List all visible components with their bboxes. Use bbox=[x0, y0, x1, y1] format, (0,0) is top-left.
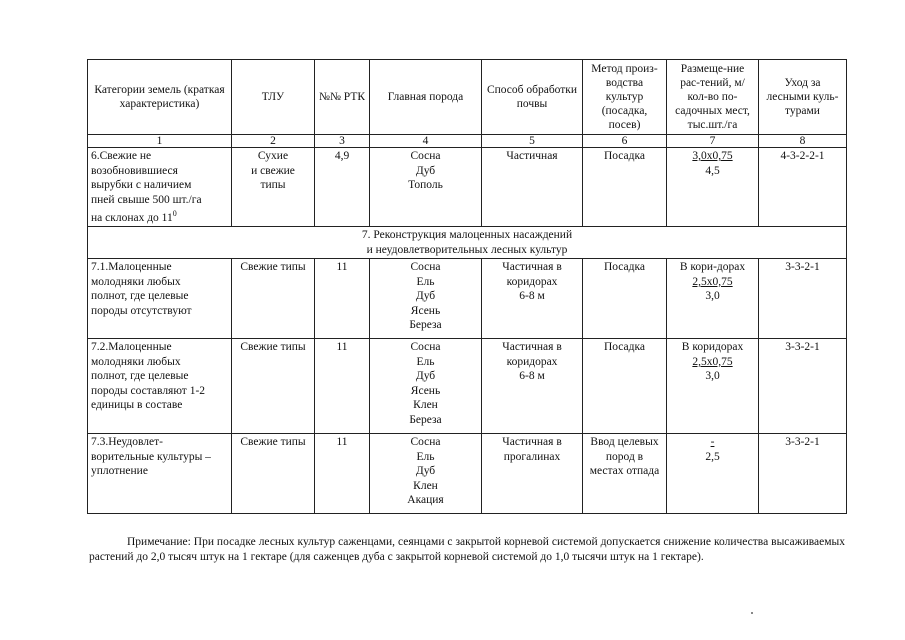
rtk-cell: 11 bbox=[315, 434, 370, 514]
method-cell: Посадка bbox=[583, 259, 667, 339]
column-number: 3 bbox=[315, 135, 370, 148]
column-number-row bbox=[88, 135, 847, 148]
column-number: 4 bbox=[370, 135, 482, 148]
category-cell: 6.Свежие не возобновившиеся вырубки с наличием пней свыше 500 шт./га на склонах до $11^0$ bbox=[88, 148, 232, 227]
table-row-6 bbox=[88, 148, 847, 227]
column-number: 6 bbox=[583, 135, 667, 148]
care-cell: 3-3-2-1 bbox=[759, 434, 847, 514]
category-cell: 7.2.Малоценные молодняки любых полнот, где целевые породы составляют 1-2 единицы в составе bbox=[88, 339, 232, 434]
method-cell: Ввод целевых пород в местах отпада bbox=[583, 434, 667, 514]
placement-cell: В кори-дорах 2,5х0,75 3,0 bbox=[667, 259, 759, 339]
header-method: Метод произ-водства культур (посадка, посев) bbox=[583, 60, 667, 135]
forest-culture-table bbox=[87, 59, 847, 514]
footnote: Примечание: При посадке лесных культур саженцами, сеянцами с закрытой корневой системой допускается снижение количества высаживаемых растений до 2,0 тысяч штук на 1 гектаре (для саженцев дуба с закрытой корневой системой до 1,0 тысячи штук на 1 гектаре). bbox=[89, 535, 845, 563]
header-care: Уход за лесными куль-турами bbox=[759, 60, 847, 135]
soil-cell: Частичная в коридорах 6-8 м bbox=[482, 339, 583, 434]
care-cell: 3-3-2-1 bbox=[759, 259, 847, 339]
category-cell: 7.1.Малоценные молодняки любых полнот, где целевые породы отсутствуют bbox=[88, 259, 232, 339]
section-7-row bbox=[88, 227, 847, 259]
header-soil: Способ обработки почвы bbox=[482, 60, 583, 135]
placement-cell: В коридорах 2,5х0,75 3,0 bbox=[667, 339, 759, 434]
placement-cell: 3,0х0,75 4,5 bbox=[667, 148, 759, 227]
species-cell: Сосна Ель Дуб Клен Акация bbox=[370, 434, 482, 514]
soil-cell: Частичная в прогалинах bbox=[482, 434, 583, 514]
rtk-cell: 11 bbox=[315, 259, 370, 339]
category-cell: 7.3.Неудовлет- ворительные культуры – уплотнение bbox=[88, 434, 232, 514]
rtk-cell: 11 bbox=[315, 339, 370, 434]
species-cell: Сосна Дуб Тополь bbox=[370, 148, 482, 227]
header-placement: Размеще-ние рас-тений, м/ кол-во по-садочных мест, тыс.шт./га bbox=[667, 60, 759, 135]
table-row-7-3 bbox=[88, 434, 847, 514]
tlu-cell: Сухие и свежие типы bbox=[232, 148, 315, 227]
care-cell: 4-3-2-2-1 bbox=[759, 148, 847, 227]
rtk-cell: 4,9 bbox=[315, 148, 370, 227]
care-cell: 3-3-2-1 bbox=[759, 339, 847, 434]
header-species: Главная порода bbox=[370, 60, 482, 135]
tlu-cell: Свежие типы bbox=[232, 259, 315, 339]
table-row-7-2 bbox=[88, 339, 847, 434]
soil-cell: Частичная bbox=[482, 148, 583, 227]
column-number: 8 bbox=[759, 135, 847, 148]
species-cell: Сосна Ель Дуб Ясень Клен Береза bbox=[370, 339, 482, 434]
placement-cell: - 2,5 bbox=[667, 434, 759, 514]
tlu-cell: Свежие типы bbox=[232, 339, 315, 434]
column-number: 2 bbox=[232, 135, 315, 148]
header-category: Категории земель (краткая характеристика) bbox=[88, 60, 232, 135]
method-cell: Посадка bbox=[583, 148, 667, 227]
column-number: 5 bbox=[482, 135, 583, 148]
method-cell: Посадка bbox=[583, 339, 667, 434]
section-7-title: 7. Реконструкция малоценных насаждений и неудовлетворительных лесных культур bbox=[88, 227, 847, 259]
scan-speck bbox=[751, 612, 753, 614]
column-number: 7 bbox=[667, 135, 759, 148]
table-row-7-1 bbox=[88, 259, 847, 339]
header-rtk: №№ РТК bbox=[315, 60, 370, 135]
header-tlu: ТЛУ bbox=[232, 60, 315, 135]
soil-cell: Частичная в коридорах 6-8 м bbox=[482, 259, 583, 339]
species-cell: Сосна Ель Дуб Ясень Береза bbox=[370, 259, 482, 339]
column-number: 1 bbox=[88, 135, 232, 148]
header-row bbox=[88, 60, 847, 135]
tlu-cell: Свежие типы bbox=[232, 434, 315, 514]
